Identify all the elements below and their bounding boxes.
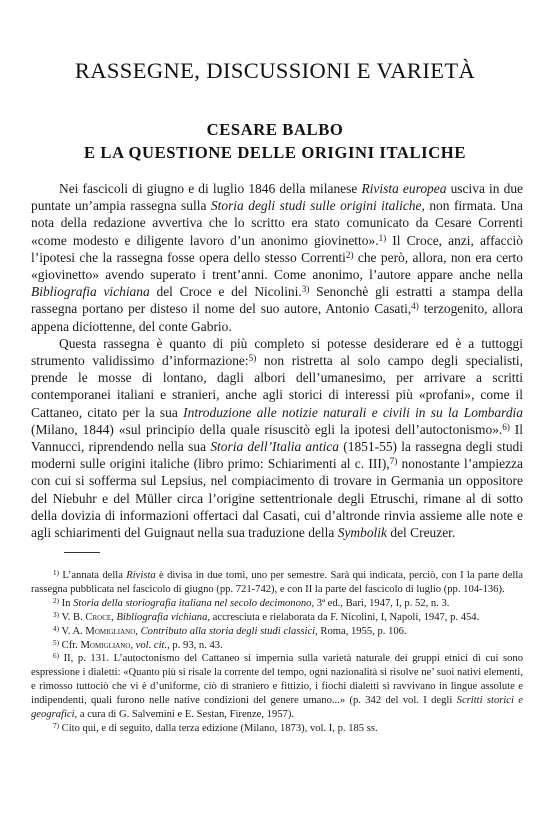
footnote-6: $^{6)}$ II, p. 131. L’autoctonismo del Cattaneo si impernia sulla varietà naturale dei gruppi etnici di cui sono espressione i dialetti: «Quanto più si risale la corrente del tempo, ogni nazionalità si risolve ne’ suoi nativi elementi, e rimosso tuttociò che vi è d’uniforme, ciò di straniero e fittizio, i fiochi dialetti si ravvivano in lingue assolute e indipendenti, quali furono nelle native condizioni del genere umano...» (p. 342 del vol. I degli Scritti storici e geografici, a cura di G. Salvemini e E. Sestan, Firenze, 1957). [31, 652, 523, 721]
footnote-ref-7: 7) [389, 456, 398, 467]
footnote-4: $^{4)}$ V. A. Momigliano, Contributo alla storia degli studi classici, Roma, 1955, p. 106. [53, 624, 407, 637]
footnote-ref-3: 3) [301, 284, 310, 295]
footnote-ref-2: 2) [345, 249, 354, 260]
footnote-3: $^{3)}$ V. B. Croce, Bibliografia vichiana, accresciuta e rielaborata da F. Nicolini, I, Napoli, 1947, p. 454. [53, 610, 480, 623]
article-subject-title: E LA QUESTIONE DELLE ORIGINI ITALICHE [84, 143, 466, 162]
footnote-ref-1: 1) [378, 232, 387, 243]
section-heading: RASSEGNE, DISCUSSIONI E VARIETÀ [74, 58, 476, 83]
body-paragraph-1: Nei fascicoli di giugno e di luglio 1846 della milanese Rivista europea usciva in due puntate un’ampia rassegna sulla Storia degli studi sulle origini italiche, non firmata. Una nota della redazione avvertiva che lo scritto era stato comunicato da Cesare Correnti «come modesto e diligente lavoro d’un anonimo giovinetto».$^{1)}$ Il Croce, anzi, affacciò l’ipotesi che la rassegna fosse opera dello stesso Correnti$^{2)}$ che però, allora, non era certo «giovinetto» avendo superato i trent’anni. Come anonimo, l’autore appare anche nella Bibliografia vichiana del Croce e del Nicolini.$^{3)}$ Senonchè gli estratti a stampa della rassegna portano per disteso il nome del suo autore, Antonio Casati,$^{4)}$ terzogenito, allora appena diciottenne, del conte Gabrio. [31, 181, 524, 334]
footnotes [31, 569, 523, 736]
footnote-ref-4: 4) [411, 301, 419, 312]
footnote-ref-5: 5) [248, 352, 257, 363]
footnote-2: $^{2)}$ In Storia della storiografia italiana nel secolo decimonono, 3ª ed., Bari, 1947, I, p. 52, n. 3. [53, 596, 450, 609]
footnote-1: $^{1)}$ L’annata della Rivista è divisa in due tomi, uno per semestre. Sarà qui indicata, perciò, con I la parte della rassegna pubblicata nel fascicolo di giugno (pp. 721-742), e con II la parte del fascicolo di luglio (pp. 104-136). [31, 568, 524, 595]
footnote-7: $^{7)}$ Cito qui, e di seguito, dalla terza edizione (Milano, 1873), vol. I, p. 185 ss. [53, 721, 378, 734]
footnote-5: $^{5)}$ Cfr. Momigliano, vol. cit., p. 93, n. 43. [53, 638, 223, 651]
footnote-ref-6: 6) [502, 421, 510, 432]
article-author-title: CESARE BALBO [206, 120, 344, 139]
article-body [31, 180, 523, 541]
body-paragraph-2: Questa rassegna è quanto di più completo si potesse desiderare ed è a tuttoggi strumento validissimo d’informazione:$^{5)}$ non ristretta al solo campo degli specialisti, prende le mosse di lontano, dagli albori dell’umanesimo, per arrivare a scritti contemporanei italiani e stranieri, anche agli storici di interessi più «profani», come il Cattaneo, citato per la sua Introduzione alle notizie naturali e civili in su la Lombardia (Milano, 1844) «sul principio della quale risuscitò egli la ipotesi dell’autoctonismo».$^{6)}$ Il Vannucci, riprendendo nella sua Storia dell’Italia antica (1851-55) la rassegna degli studi moderni sulle origini italiche (libro primo: Schiarimenti al c. III),$^{7)}$ nonostante l’ampiezza con cui si sofferma sul Lepsius, nel compiacimento di trovare in Germania un oppositore del Niebuhr e del Müller circa l’origine settentrionale degli Etruschi, rimane al di sotto della dovizia di informazioni offertaci dal Casati, cui d’altronde rinvia assieme alle note e agli schiarimenti del Guignaut nella sua traduzione della Symbolik del Creuzer. [31, 335, 524, 541]
footnote-divider [64, 552, 100, 553]
